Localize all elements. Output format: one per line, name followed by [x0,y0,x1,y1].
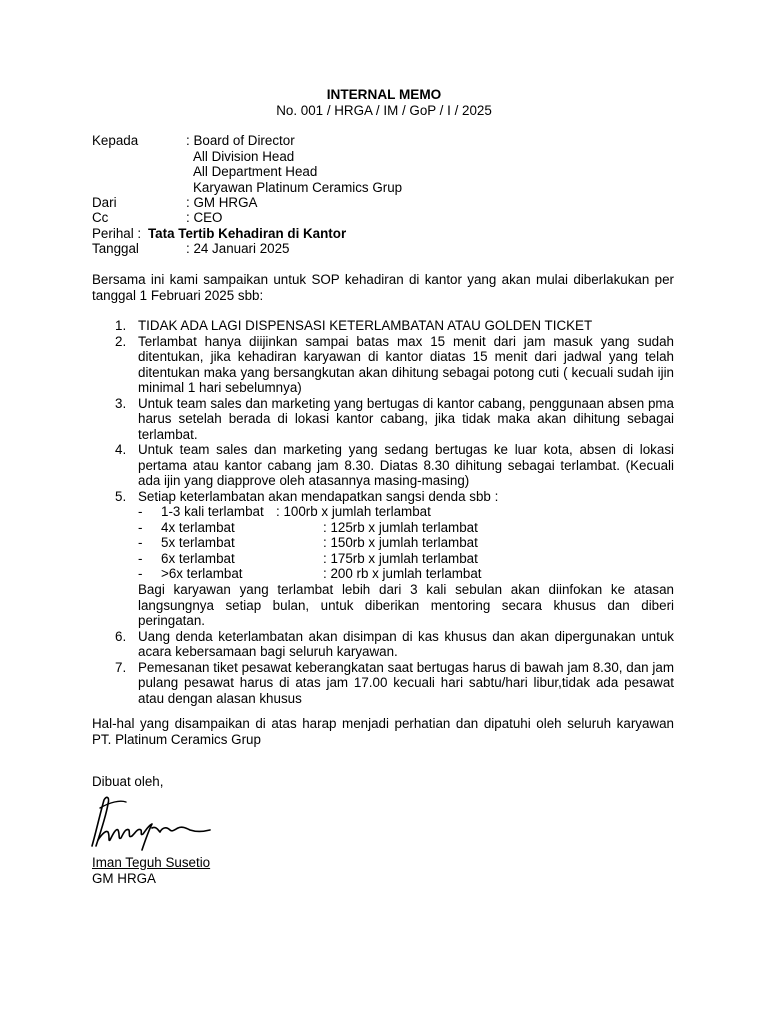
cc-label: Cc [92,210,109,225]
list-item [92,442,674,489]
made-by-label: Dibuat oleh, [92,774,164,789]
item-text: TIDAK ADA LAGI DISPENSASI KETERLAMBATAN ATAU GOLDEN TICKET [138,318,593,333]
memo-title: INTERNAL MEMO [326,87,442,102]
item-text: Untuk team sales dan marketing yang bertugas di kantor cabang, penggunaan absen pma harus setelah berada di lokasi kantor cabang, jika tidak maka akan dihitung sebagai terlambat. [138,395,674,442]
penalty-label: >6x terlambat [161,566,243,582]
penalty-label: 5x terlambat [161,535,235,551]
item-number: 3. [115,395,127,411]
closing-paragraph: Hal-hal yang disampaikan di atas harap menjadi perhatian dan dipatuhi oleh seluruh karyawan PT. Platinum Ceramics Grup [92,716,674,747]
date-label: Tanggal [92,241,139,256]
item-text: Untuk team sales dan marketing yang sedang bertugas ke luar kota, absen di lokasi pertama atau kantor cabang jam 8.30. Diatas 8.30 dihitung sebagai terlambat. (Kecuali ada ijin yang diapprove oleh atasannya masing-masing) [138,442,674,488]
penalty-amount: : 100rb x jumlah terlambat [276,504,431,519]
subject-value: Tata Tertib Kehadiran di Kantor [148,226,347,241]
signer-name: Iman Teguh Susetio [92,855,211,870]
from-label: Dari [92,195,117,210]
signer-role: GM HRGA [92,871,156,886]
item-number: 7. [115,659,127,675]
from-value: : GM HRGA [186,195,258,210]
signature-image [86,794,216,852]
penalty-dash: - [138,504,143,519]
penalty-dash: - [138,535,143,551]
item-text: Pemesanan tiket pesawat keberangkatan saat bertugas harus di bawah jam 8.30, dan jam pulang pesawat harus di atas jam 17.00 kecuali hari sabtu/hari libur,tidak ada pesawat atau dengan alasan khusus [138,659,674,706]
to-value: All Department Head [193,164,318,179]
penalty-label: 6x terlambat [161,550,235,566]
list-item [92,334,674,396]
subject-label: Perihal : [92,226,142,241]
penalty-dash: - [138,566,143,582]
rules-list [92,318,674,706]
to-value: : Board of Director [186,133,295,148]
list-item [92,489,674,629]
item-number: 6. [115,628,127,644]
to-value: Karyawan Platinum Ceramics Grup [193,180,403,195]
date-value: : 24 Januari 2025 [186,241,290,256]
item-number: 1. [115,318,127,333]
penalty-list [138,504,674,582]
penalty-amount: : 125rb x jumlah terlambat [323,519,478,535]
list-item [92,660,674,707]
memo-number: No. 001 / HRGA / IM / GoP / I / 2025 [276,103,492,118]
penalty-dash: - [138,519,143,535]
penalty-note: Bagi karyawan yang terlambat lebih dari 3 kali sebulan akan diinfokan ke atasan langsungnya setiap bulan, untuk diberikan mentoring secara khusus dan diberi peringatan. [138,582,674,628]
penalty-label: 1-3 kali terlambat [161,504,264,519]
cc-value: : CEO [186,210,223,225]
item-text: Setiap keterlambatan akan mendapatkan sangsi denda sbb : [138,488,499,504]
penalty-amount: : 150rb x jumlah terlambat [323,535,478,551]
penalty-label: 4x terlambat [161,519,235,535]
list-item [92,396,674,443]
to-value: All Division Head [193,149,295,164]
item-text: Uang denda keterlambatan akan disimpan di kas khusus dan akan dipergunakan untuk acara kebersamaan bagi seluruh karyawan. [138,628,674,659]
penalty-amount: : 200 rb x jumlah terlambat [323,566,482,582]
item-text: Terlambat hanya diijinkan sampai batas max 15 menit dari jam masuk yang sudah ditentukan, jika kehadiran karyawan di kantor diatas 15 menit dari jadwal yang telah ditentukan maka yang bersangkutan akan dihitung sebagai potong cuti ( kecuali sudah ijin minimal 1 hari sebelumnya) [138,333,674,395]
to-label: Kepada [92,133,139,148]
list-item [92,318,674,334]
item-number: 2. [115,333,127,349]
penalty-dash: - [138,550,143,566]
intro-paragraph: Bersama ini kami sampaikan untuk SOP kehadiran di kantor yang akan mulai diberlakukan per tanggal 1 Februari 2025 sbb: [92,272,674,303]
item-number: 4. [115,442,127,457]
list-item [92,629,674,660]
penalty-amount: : 175rb x jumlah terlambat [323,550,478,566]
item-number: 5. [115,488,127,504]
